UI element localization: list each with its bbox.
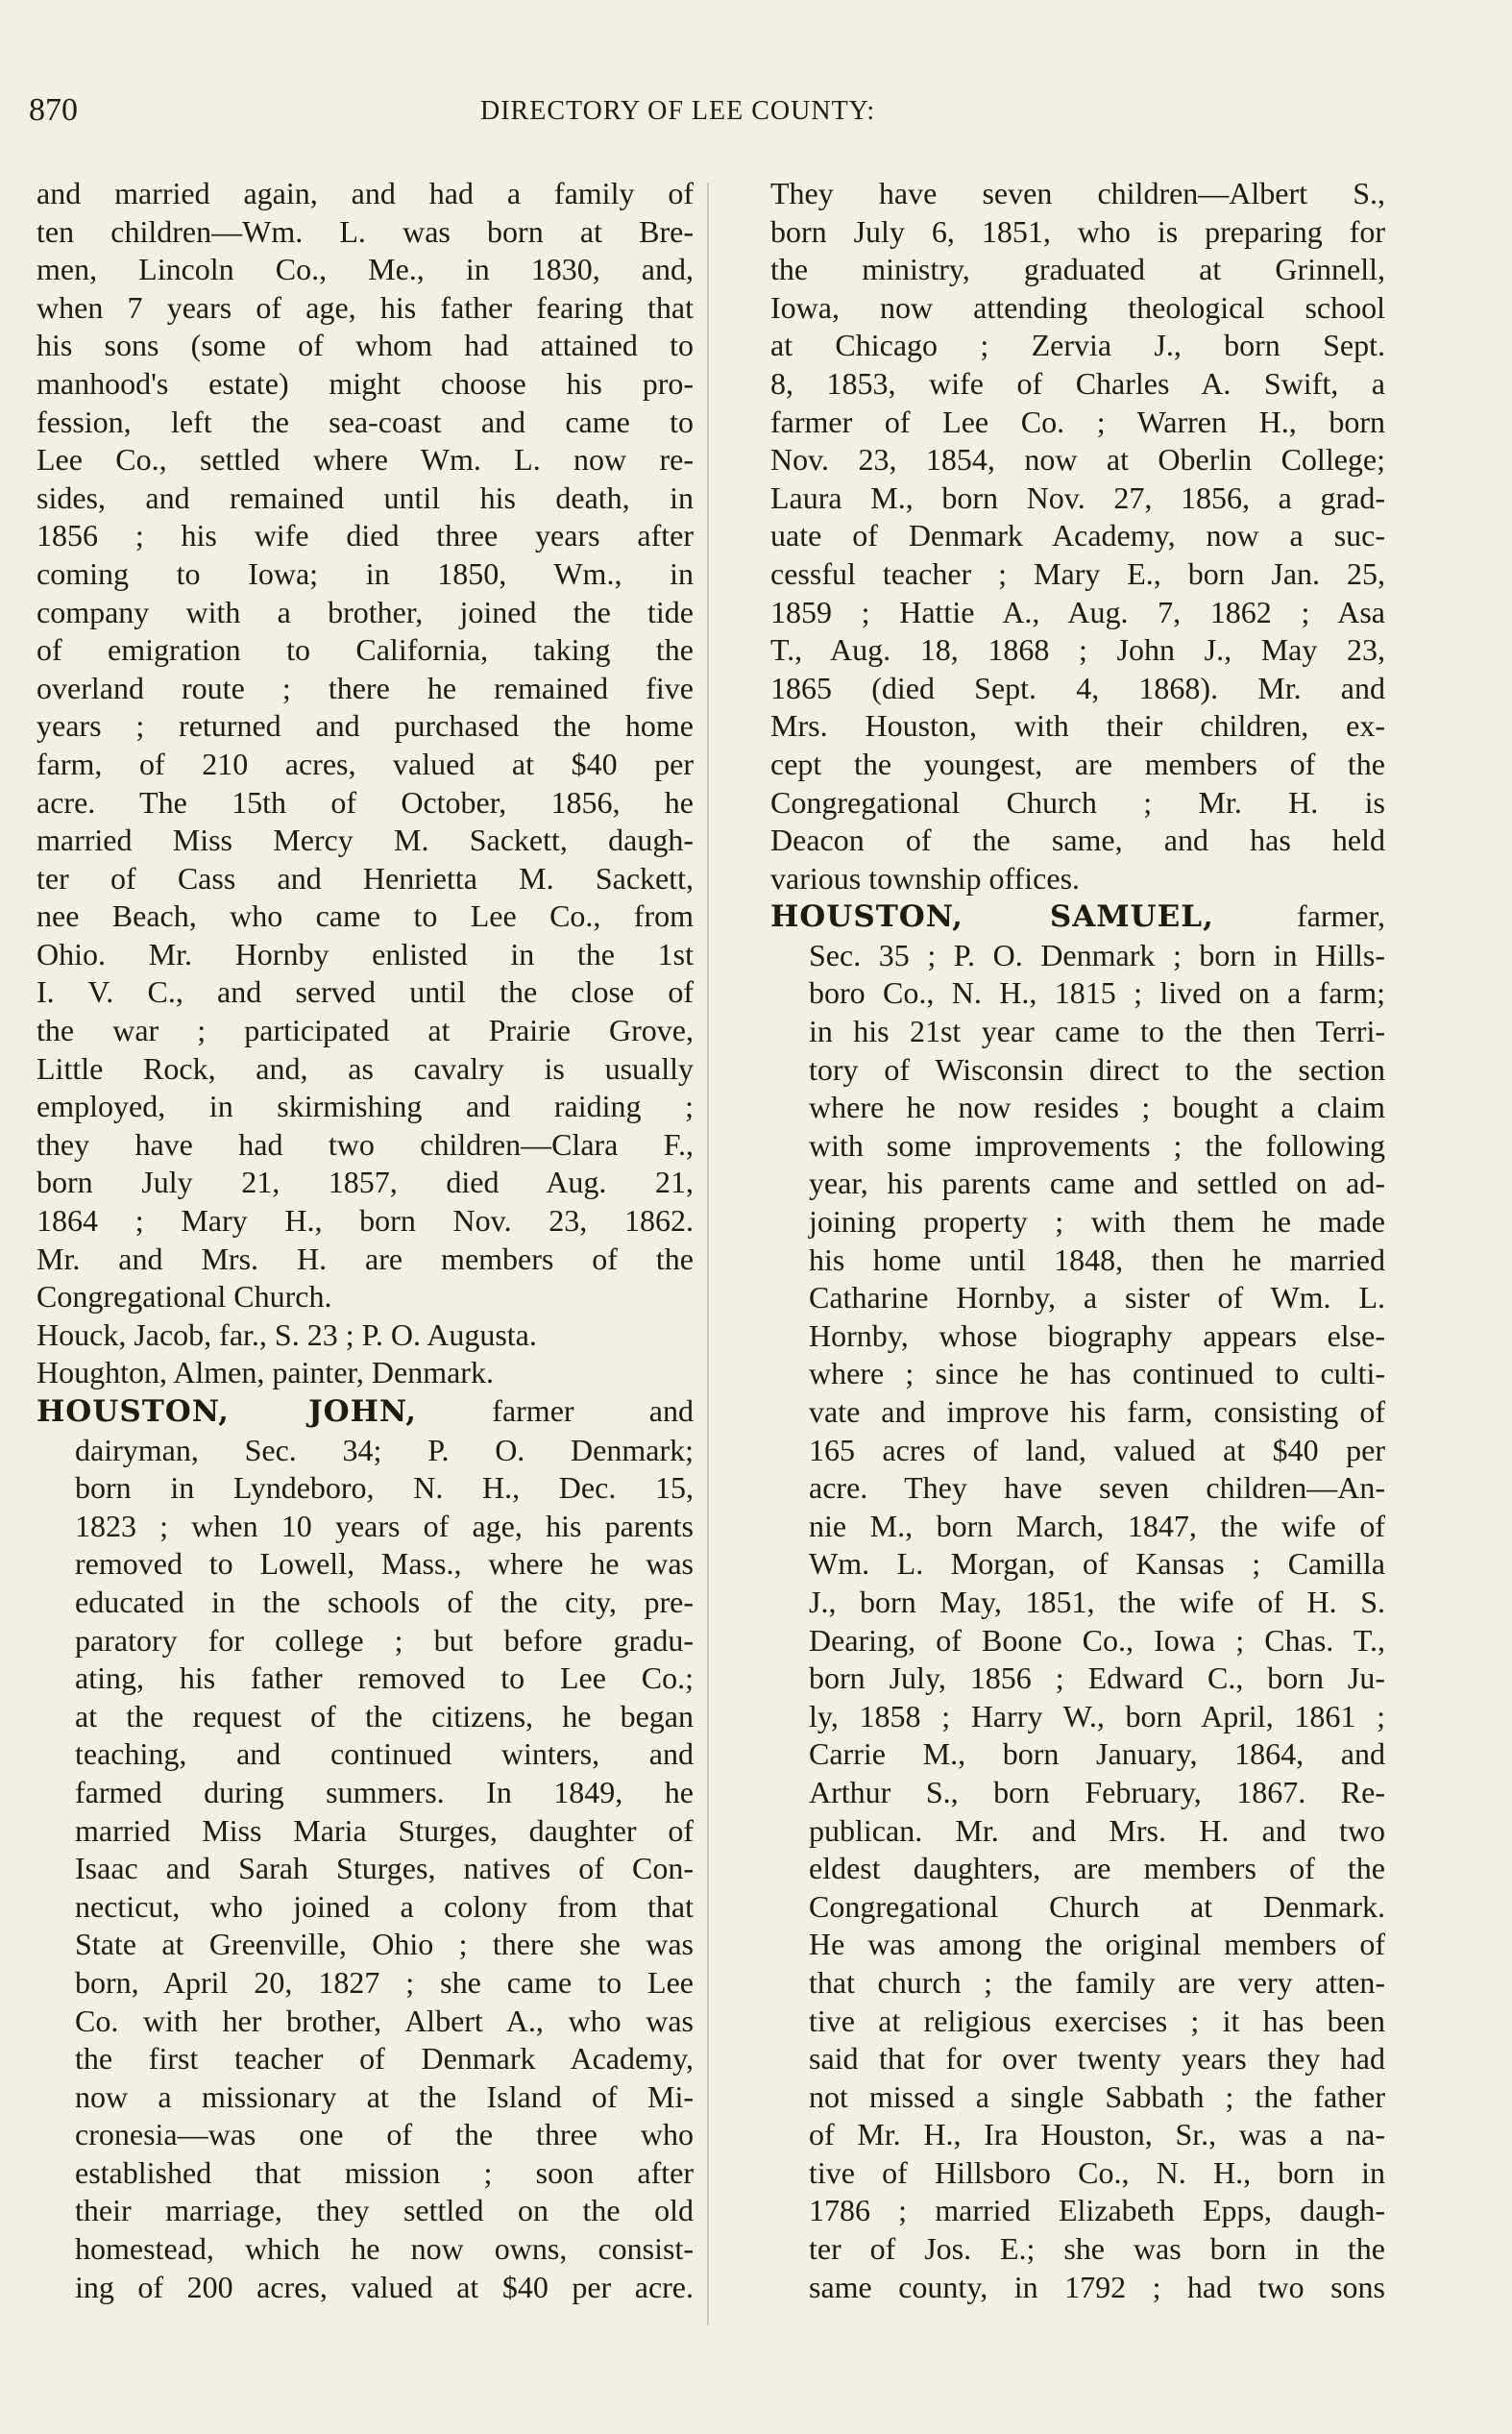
text-line: Congregational Church.: [37, 1279, 332, 1315]
text-line: Iowa, now attending theological school: [770, 289, 1385, 325]
text-line: homestead, which he now owns, consist-: [75, 2231, 694, 2267]
text-line: Arthur S., born February, 1867. Re-: [809, 1774, 1385, 1809]
text-line: 165 acres of land, valued at $40 per: [809, 1432, 1385, 1467]
text-line: their marriage, they settled on the old: [75, 2193, 694, 2228]
text-line: manhood's estate) might choose his pro-: [37, 365, 694, 401]
directory-entry: Houghton, Almen, painter, Denmark.: [37, 1355, 494, 1390]
text-line: Carrie M., born January, 1864, and: [809, 1736, 1385, 1772]
text-line: 1856 ; his wife died three years after: [37, 518, 694, 553]
text-line: Congregational Church ; Mr. H. is: [770, 784, 1385, 820]
text-line: paratory for college ; but before gradu-: [75, 1622, 694, 1658]
text-line: now a missionary at the Island of Mi-: [75, 2078, 694, 2114]
text-line: born July, 1856 ; Edward C., born Ju-: [809, 1660, 1385, 1696]
text-line: and married again, and had a family of: [37, 176, 694, 210]
text-line: employed, in skirmishing and raiding ;: [37, 1089, 694, 1124]
text-line: ter of Jos. E.; she was born in the: [809, 2231, 1385, 2267]
right-column: [770, 175, 1385, 2306]
text-line: with some improvements ; the following: [809, 1127, 1385, 1163]
text-line: removed to Lowell, Mass., where he was: [75, 1546, 694, 1582]
text-line: year, his parents came and settled on ad-: [809, 1166, 1385, 1201]
text-line: born July 6, 1851, who is preparing for: [770, 213, 1385, 249]
text-line: fession, left the sea-coast and came to: [37, 404, 694, 439]
text-line: ten children—Wm. L. was born at Bre-: [37, 213, 694, 249]
text-line: tive of Hillsboro Co., N. H., born in: [809, 2154, 1385, 2190]
text-line: 1864 ; Mary H., born Nov. 23, 1862.: [37, 1203, 694, 1239]
text-line: vate and improve his farm, consisting of: [809, 1394, 1385, 1429]
text-line: J., born May, 1851, the wife of H. S.: [809, 1584, 1385, 1619]
text-line: 1865 (died Sept. 4, 1868). Mr. and: [770, 670, 1385, 705]
text-line: the ministry, graduated at Grinnell,: [770, 252, 1385, 287]
text-line: Deacon of the same, and has held: [770, 823, 1385, 858]
page-header: [29, 92, 989, 138]
entry-heading-line: [770, 897, 1385, 937]
text-line: 8, 1853, wife of Charles A. Swift, a: [770, 365, 1385, 401]
text-line: coming to Iowa; in 1850, Wm., in: [37, 555, 694, 591]
text-line: Isaac and Sarah Sturges, natives of Con-: [75, 1851, 694, 1886]
entry-name: HOUSTON, SAMUEL,: [770, 899, 1214, 935]
text-line: when 7 years of age, his father fearing that: [37, 289, 694, 325]
text-line: established that mission ; soon after: [75, 2154, 694, 2190]
text-line: Hornby, whose biography appears else-: [809, 1317, 1385, 1353]
text-line: sides, and remained until his death, in: [37, 479, 694, 515]
text-line: born July 21, 1857, died Aug. 21,: [37, 1165, 694, 1200]
entry-heading-line: [37, 1392, 694, 1432]
text-line: where ; since he has continued to culti-: [809, 1356, 1385, 1391]
text-line: I. V. C., and served until the close of: [37, 974, 694, 1010]
text-line: tory of Wisconsin direct to the section: [809, 1051, 1385, 1087]
text-line: married Miss Mercy M. Sackett, daugh-: [37, 823, 694, 858]
text-line: cept the youngest, are members of the: [770, 746, 1385, 781]
text-line: 1786 ; married Elizabeth Epps, daugh-: [809, 2193, 1385, 2228]
text-line: farmer of Lee Co. ; Warren H., born: [770, 404, 1385, 439]
entry-heading-text: farmer,: [1213, 898, 1385, 934]
text-line: ter of Cass and Henrietta M. Sackett,: [37, 860, 694, 896]
text-line: State at Greenville, Ohio ; there she was: [75, 1927, 694, 1962]
text-line: married Miss Maria Sturges, daughter of: [75, 1812, 694, 1848]
text-line: T., Aug. 18, 1868 ; John J., May 23,: [770, 632, 1385, 668]
text-line: Lee Co., settled where Wm. L. now re-: [37, 442, 694, 478]
left-column: [37, 175, 694, 2306]
text-line: various township offices.: [770, 860, 1081, 896]
text-line: nee Beach, who came to Lee Co., from: [37, 898, 694, 934]
text-line: cronesia—was one of the three who: [75, 2117, 694, 2152]
column-divider: [707, 183, 709, 2325]
text-line: not missed a single Sabbath ; the father: [809, 2078, 1385, 2114]
entry-name: HOUSTON, JOHN,: [37, 1394, 418, 1429]
text-line: tive at religious exercises ; it has been: [809, 2003, 1385, 2038]
text-line: his home until 1848, then he married: [809, 1242, 1385, 1277]
text-line: years ; returned and purchased the home: [37, 708, 694, 744]
text-line: that church ; the family are very atten-: [809, 1964, 1385, 2000]
text-line: born, April 20, 1827 ; she came to Lee: [75, 1964, 694, 2000]
page-number: 870: [29, 92, 78, 128]
text-line: company with a brother, joined the tide: [37, 594, 694, 629]
text-line: of Mr. H., Ira Houston, Sr., was a na-: [809, 2117, 1385, 2152]
text-line: acre. They have seven children—An-: [809, 1470, 1385, 1506]
text-line: same county, in 1792 ; had two sons: [809, 2269, 1385, 2304]
text-line: ating, his father removed to Lee Co.;: [75, 1660, 694, 1696]
text-line: ing of 200 acres, valued at $40 per acre.: [75, 2269, 694, 2304]
text-line: acre. The 15th of October, 1856, he: [37, 784, 694, 820]
text-line: Mrs. Houston, with their children, ex-: [770, 708, 1385, 744]
text-line: farmed during summers. In 1849, he: [75, 1774, 694, 1809]
text-line: Congregational Church at Denmark.: [809, 1888, 1385, 1924]
text-line: at Chicago ; Zervia J., born Sept.: [770, 328, 1385, 363]
entry-heading-text: farmer and: [417, 1393, 694, 1428]
text-line: at the request of the citizens, he began: [75, 1698, 694, 1733]
text-line: publican. Mr. and Mrs. H. and two: [809, 1812, 1385, 1848]
text-line: Little Rock, and, as cavalry is usually: [37, 1050, 694, 1086]
text-line: They have seven children—Albert S.,: [770, 176, 1385, 210]
running-head: DIRECTORY OF LEE COUNTY:: [480, 96, 876, 126]
text-line: Catharine Hornby, a sister of Wm. L.: [809, 1280, 1385, 1315]
text-line: farm, of 210 acres, valued at $40 per: [37, 746, 694, 781]
text-line: Wm. L. Morgan, of Kansas ; Camilla: [809, 1546, 1385, 1582]
text-line: 1823 ; when 10 years of age, his parents: [75, 1508, 694, 1543]
text-line: Dearing, of Boone Co., Iowa ; Chas. T.,: [809, 1622, 1385, 1658]
directory-entry: Houck, Jacob, far., S. 23 ; P. O. Augusta.: [37, 1316, 537, 1352]
text-line: Mr. and Mrs. H. are members of the: [37, 1241, 694, 1276]
text-line: He was among the original members of: [809, 1927, 1385, 1962]
text-line: said that for over twenty years they had: [809, 2041, 1385, 2077]
text-line: 1859 ; Hattie A., Aug. 7, 1862 ; Asa: [770, 594, 1385, 629]
text-line: in his 21st year came to the then Terri-: [809, 1014, 1385, 1049]
text-line: where he now resides ; bought a claim: [809, 1090, 1385, 1125]
text-line: eldest daughters, are members of the: [809, 1851, 1385, 1886]
text-line: Co. with her brother, Albert A., who was: [75, 2003, 694, 2038]
text-line: Ohio. Mr. Hornby enlisted in the 1st: [37, 936, 694, 971]
text-line: Laura M., born Nov. 27, 1856, a grad-: [770, 479, 1385, 515]
text-line: nie M., born March, 1847, the wife of: [809, 1508, 1385, 1543]
text-line: ly, 1858 ; Harry W., born April, 1861 ;: [809, 1698, 1385, 1733]
text-line: boro Co., N. H., 1815 ; lived on a farm;: [809, 975, 1385, 1011]
text-line: born in Lyndeboro, N. H., Dec. 15,: [75, 1470, 694, 1506]
text-line: of emigration to California, taking the: [37, 632, 694, 668]
text-line: uate of Denmark Academy, now a suc-: [770, 518, 1385, 553]
text-line: his sons (some of whom had attained to: [37, 328, 694, 363]
text-line: teaching, and continued winters, and: [75, 1736, 694, 1772]
text-line: overland route ; there he remained five: [37, 670, 694, 705]
text-line: Nov. 23, 1854, now at Oberlin College;: [770, 442, 1385, 478]
text-line: educated in the schools of the city, pre-: [75, 1584, 694, 1619]
text-line: dairyman, Sec. 34; P. O. Denmark;: [75, 1432, 694, 1467]
text-line: the first teacher of Denmark Academy,: [75, 2041, 694, 2077]
text-line: cessful teacher ; Mary E., born Jan. 25,: [770, 555, 1385, 591]
text-line: they have had two children—Clara F.,: [37, 1126, 694, 1162]
text-line: the war ; participated at Prairie Grove,: [37, 1013, 694, 1048]
text-line: joining property ; with them he made: [809, 1204, 1385, 1240]
text-line: men, Lincoln Co., Me., in 1830, and,: [37, 252, 694, 287]
text-line: necticut, who joined a colony from that: [75, 1888, 694, 1924]
text-line: Sec. 35 ; P. O. Denmark ; born in Hills-: [809, 937, 1385, 972]
